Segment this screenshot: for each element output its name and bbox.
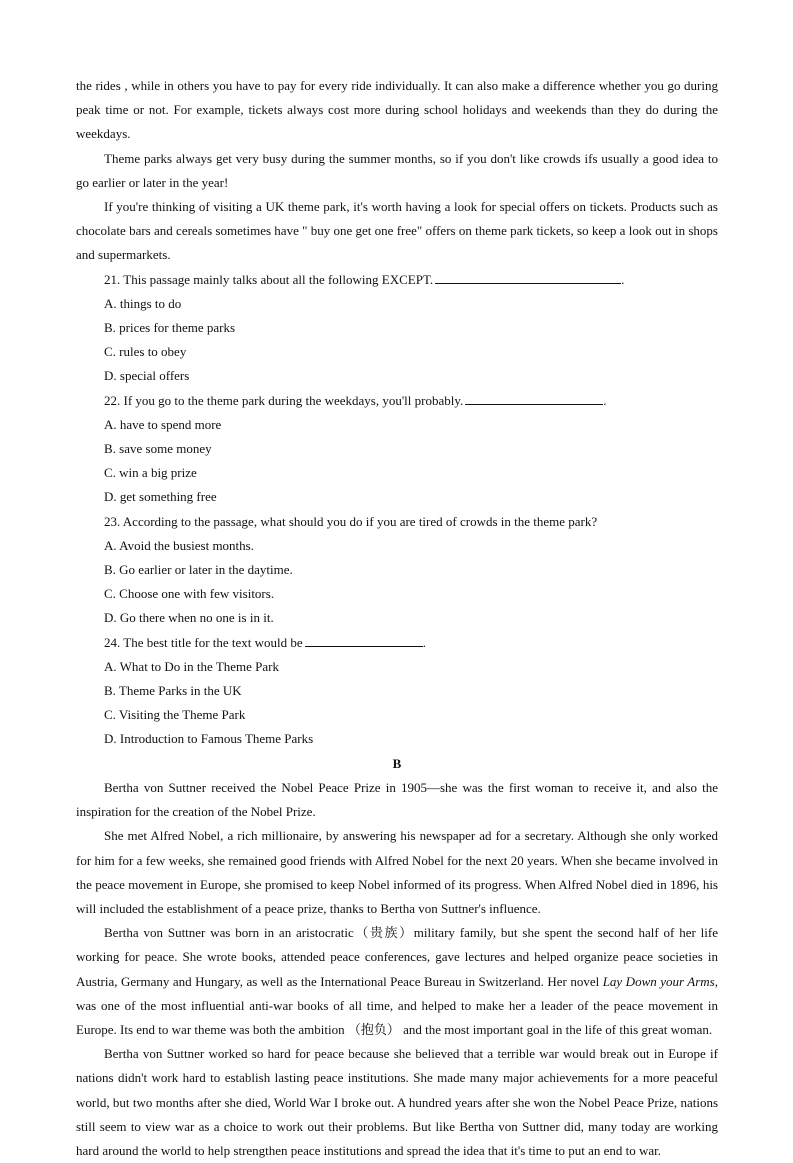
paragraph: the rides , while in others you have to pay for every ride individually. It can also make a difference whether you go during peak time or not. For example, tickets always cost more during school holidays and weekends than they do during the weekdays. — [76, 78, 718, 142]
paragraph: Bertha von Suttner was born in an aristocratic（贵族）military family, but she spent the second half of her life working for peace. She wrote books, attended peace conferences, gave lectures and helped organize peace societies in Austria, Germany and Hungary, as well as the International Peace Bureau in Switzerland. Her novel Lay Down your Arms, was one of the most influential anti-war books of all time, and helped to make her a leader of the peace movement in Europe. Its end to war theme was both the ambition （抱负） and the most important goal in the life of this great woman. — [76, 925, 718, 1037]
question-stem: 22. If you go to the theme park during the weekdays, you'll probably. — [104, 392, 464, 408]
paragraph: Bertha von Suttner worked so hard for peace because she believed that a terrible war would break out in Europe if nations didn't work hard to establish lasting peace institutions. She made many major achievements for a more peaceful world, but two months after she died, World War I broke out. A hundred years after she won the Nobel Peace Prize, nations still seem to view war as a choice to work out their problems. But like Bertha von Suttner did, many today are working hard around the world to help strengthen peace institutions and spread the idea that it's time to put an end to war. — [76, 1046, 718, 1158]
answer-blank — [305, 634, 423, 647]
option-a: A. What to Do in the Theme Park — [104, 658, 279, 674]
option-d: D. get something free — [104, 489, 217, 505]
paragraph: If you're thinking of visiting a UK theme park, it's worth having a look for special offers on tickets. Products such as chocolate bars and cereals sometimes have " buy one get one free" offers on theme park tickets, so keep a look out in shops and supermarkets. — [76, 199, 718, 263]
option-a: A. things to do — [104, 295, 182, 311]
question-stem: 24. The best title for the text would be — [104, 634, 303, 650]
option-a: A. Avoid the busiest months. — [104, 537, 254, 553]
option-b: B. Go earlier or later in the daytime. — [104, 562, 293, 578]
answer-blank — [435, 271, 621, 284]
question-stem: 21. This passage mainly talks about all the following EXCEPT. — [104, 271, 434, 287]
option-b: B. Theme Parks in the UK — [104, 683, 242, 699]
option-d: D. Go there when no one is in it. — [104, 610, 274, 626]
paragraph: She met Alfred Nobel, a rich millionaire, by answering his newspaper ad for a secretary. Although she only worked for him for a few weeks, she remained good friends with Alfred Nobel for the next 20 years. When she became involved in the peace movement in Europe, she promised to keep Nobel informed of its progress. When Alfred Nobel died in 1896, his will included the establishment of a peace prize, thanks to Bertha von Suttner's influence. — [76, 828, 718, 916]
option-d: D. special offers — [104, 368, 190, 384]
option-b: B. prices for theme parks — [104, 320, 236, 336]
option-c: C. win a big prize — [104, 465, 197, 481]
option-c: C. rules to obey — [104, 344, 187, 360]
option-a: A. have to spend more — [104, 416, 222, 432]
option-d: D. Introduction to Famous Theme Parks — [104, 731, 314, 747]
question-24: 24. The best title for the text would be . — [104, 634, 426, 650]
question-23-options — [76, 534, 718, 631]
paragraph: Bertha von Suttner received the Nobel Peace Prize in 1905—she was the first woman to receive it, and also the inspiration for the creation of the Nobel Prize. — [76, 779, 718, 820]
paragraph: Theme parks always get very busy during the summer months, so if you don't like crowds ifs usually a good idea to go earlier or later in the year! — [76, 150, 718, 190]
question-21-options — [76, 292, 718, 389]
novel-title: Lay Down your Arms — [602, 973, 715, 989]
page-content — [76, 74, 718, 1163]
answer-blank — [465, 392, 603, 405]
question-22: 22. If you go to the theme park during the weekdays, you'll probably. . — [104, 392, 607, 408]
question-stem: 23. According to the passage, what should you do if you are tired of crowds in the theme park? — [104, 513, 598, 529]
question-23 — [76, 510, 718, 534]
option-c: C. Choose one with few visitors. — [104, 586, 275, 602]
option-b: B. save some money — [104, 441, 212, 457]
option-c: C. Visiting the Theme Park — [104, 707, 246, 723]
question-22-options — [76, 413, 718, 510]
question-21: 21. This passage mainly talks about all the following EXCEPT. . — [104, 271, 625, 287]
question-24-options — [76, 655, 718, 752]
section-title: B — [392, 755, 402, 771]
